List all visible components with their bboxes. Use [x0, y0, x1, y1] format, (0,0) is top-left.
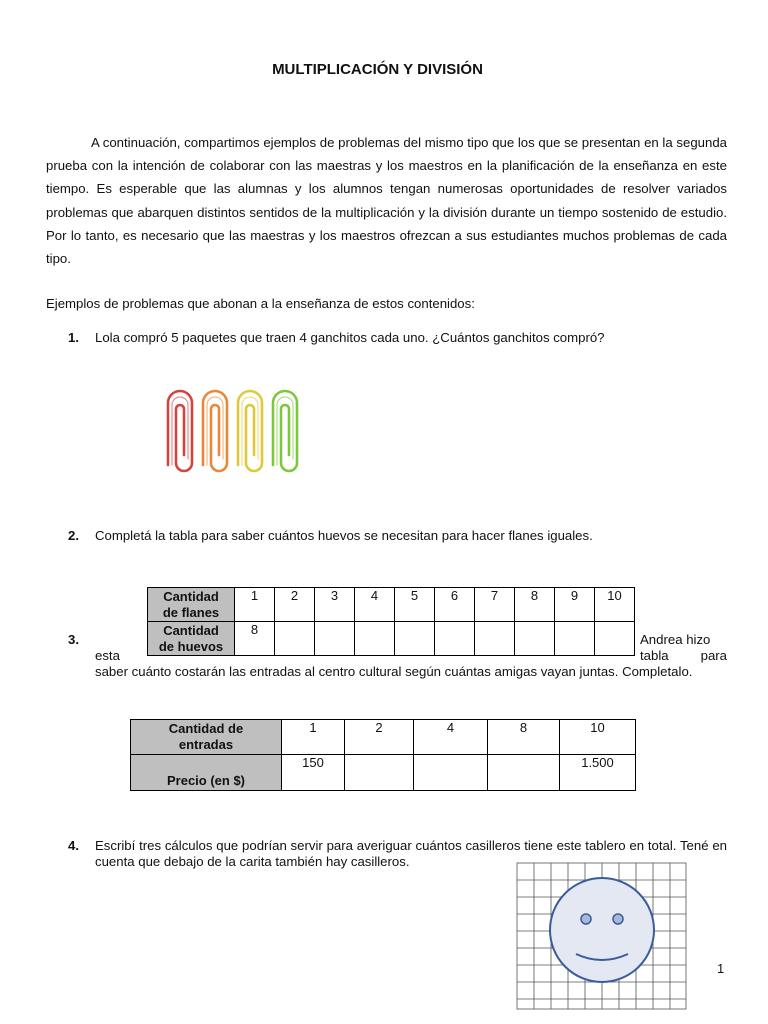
table-cell: 1 [235, 588, 275, 622]
table-cell: 1.500 [560, 755, 636, 791]
table-cell: 150 [282, 755, 345, 791]
table-row [131, 720, 636, 755]
problem-3-text-c: tabla para [640, 648, 727, 663]
problem-3-number: 3. [68, 632, 79, 647]
table-cell: 8 [235, 622, 275, 656]
table-cell: 6 [435, 588, 475, 622]
problem-4-number: 4. [68, 838, 79, 853]
problem-1-text: Lola compró 5 paquetes que traen 4 ganchitos cada uno. ¿Cuántos ganchitos compró? [95, 330, 605, 345]
table-cell: 9 [555, 588, 595, 622]
table-cell: 8 [488, 720, 560, 755]
problem-3-text-d: saber cuánto costarán las entradas al centro cultural según cuántas amigas vayan juntas. Completalo. [95, 664, 693, 679]
flanes-table [147, 587, 635, 656]
problem-1-number: 1. [68, 330, 79, 345]
orange-clip-icon [203, 391, 227, 471]
smiley-face-icon [550, 878, 654, 982]
table-cell: 2 [275, 588, 315, 622]
table-cell: 3 [315, 588, 355, 622]
huevos-row-label: Cantidad de huevos [148, 622, 235, 656]
table-row [148, 622, 635, 656]
problem-3-text-b: esta [95, 648, 120, 663]
table-cell [395, 622, 435, 656]
paper-clips-image [162, 385, 308, 477]
table-row [148, 588, 635, 622]
table-cell [355, 622, 395, 656]
table-cell [488, 755, 560, 791]
table-row [131, 755, 636, 791]
problem-2-text: Completá la tabla para saber cuántos huevos se necesitan para hacer flanes iguales. [95, 528, 593, 543]
table-cell: 4 [414, 720, 488, 755]
page-title: MULTIPLICACIÓN Y DIVISIÓN [272, 61, 483, 78]
table-cell: 8 [515, 588, 555, 622]
table-cell [414, 755, 488, 791]
table-cell [345, 755, 414, 791]
yellow-clip-icon [238, 391, 262, 471]
table-cell: 10 [595, 588, 635, 622]
table-cell [595, 622, 635, 656]
green-clip-icon [273, 391, 297, 471]
problem-3-text-a: Andrea hizo [640, 632, 711, 647]
table-cell [315, 622, 355, 656]
flanes-row-label: Cantidad de flanes [148, 588, 235, 622]
problem-4-text: Escribí tres cálculos que podrían servir para averiguar cuántos casilleros tiene este tablero en total. Tené en cuenta que debajo de la carita también hay casilleros. [95, 838, 727, 869]
table-cell: 2 [345, 720, 414, 755]
table-cell: 5 [395, 588, 435, 622]
grid-board [516, 862, 688, 1012]
table-cell: 4 [355, 588, 395, 622]
table-cell [475, 622, 515, 656]
table-cell: 10 [560, 720, 636, 755]
examples-heading: Ejemplos de problemas que abonan a la enseñanza de estos contenidos: [46, 296, 475, 311]
table-cell [435, 622, 475, 656]
table-cell [555, 622, 595, 656]
table-cell [515, 622, 555, 656]
table-cell: 1 [282, 720, 345, 755]
entradas-table [130, 719, 636, 791]
table-cell [275, 622, 315, 656]
red-clip-icon [168, 391, 192, 471]
table-cell: 7 [475, 588, 515, 622]
entradas-row-label: Cantidad de entradas [131, 720, 282, 755]
problem-2-number: 2. [68, 528, 79, 543]
intro-paragraph: A continuación, compartimos ejemplos de problemas del mismo tipo que los que se presentan en la segunda prueba con la intención de colaborar con las maestras y los maestros en la planificación de la enseñanza en este tiempo. Es esperable que las alumnas y los alumnos tengan numerosas oportunidades de resolver variados problemas que abarquen distintos sentidos de la multiplicación y la división durante un tiempo sostenido de estudio. Por lo tanto, es necesario que las maestras y los maestros ofrezcan a sus estudiantes muchos problemas de cada tipo. [46, 135, 727, 267]
precio-row-label: Precio (en $) [131, 755, 282, 791]
page-number: 1 [717, 961, 725, 976]
